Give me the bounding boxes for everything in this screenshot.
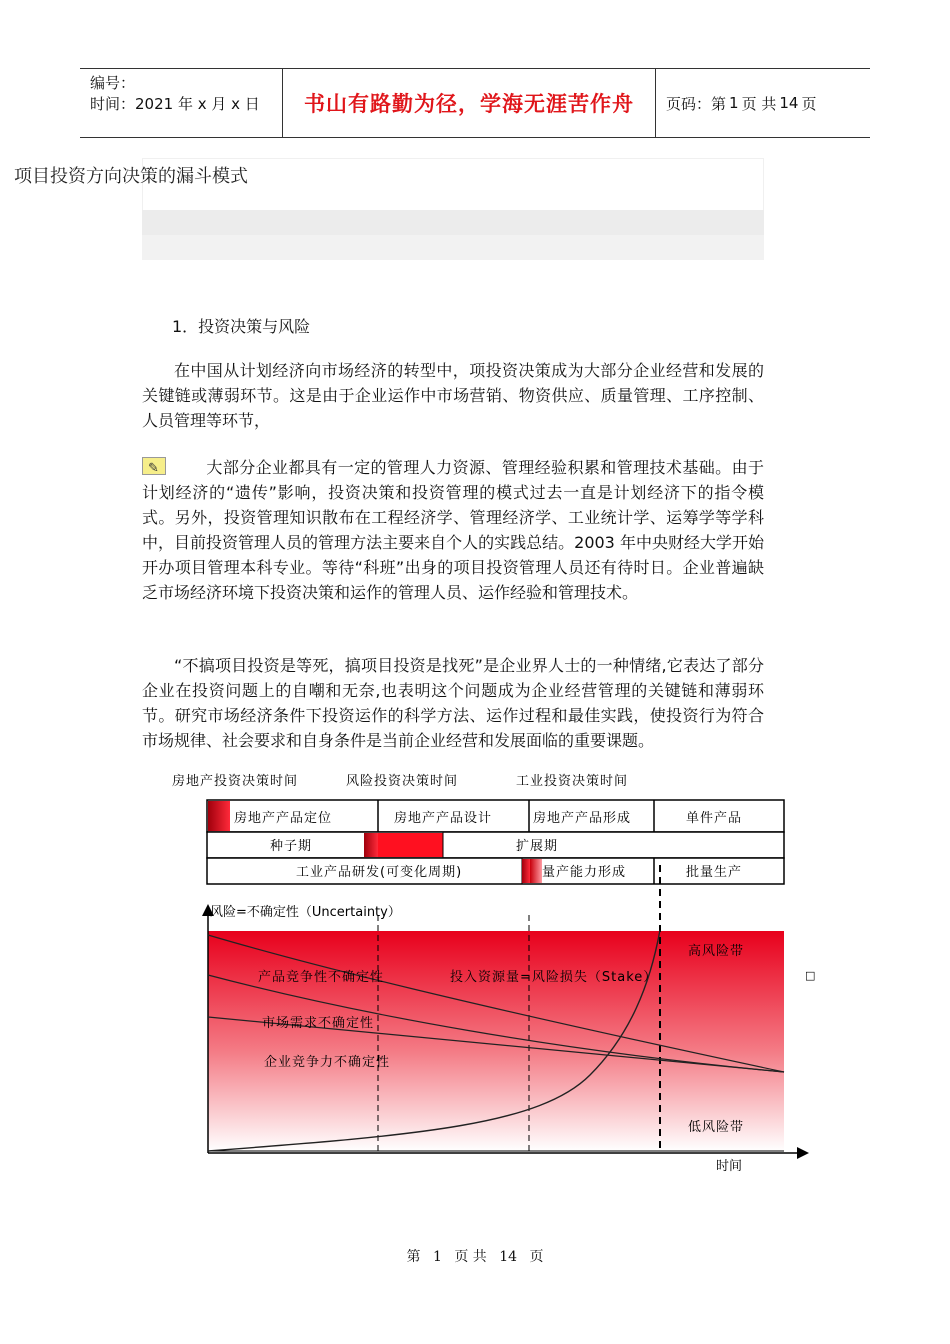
footer-total: 14 <box>499 1249 518 1265</box>
curve-label: 市场需求不确定性 <box>262 1016 375 1031</box>
paragraph-1: 在中国从计划经济向市场经济的转型中，项投资决策成为大部分企业经营和发展的关键链或薄弱环节。这是由于企业运作中市场营销、物资供应、质量管理、工序控制、人员管理等环节， <box>142 361 764 430</box>
row2-red-marker <box>364 833 378 857</box>
row3-cell: 量产能力形成 <box>542 865 627 880</box>
footer-suffix: 页 <box>529 1249 544 1265</box>
page-header <box>80 68 870 138</box>
header-motto-cell <box>282 69 656 137</box>
row3-cell: 工业产品研发(可变化周期) <box>296 865 463 880</box>
page-footer <box>0 1246 950 1266</box>
low-risk-label: 低风险带 <box>688 1120 745 1135</box>
row1-cell: 房地产产品定位 <box>234 811 333 826</box>
document-number-label: 编号： <box>90 74 136 92</box>
row2-cell: 种子期 <box>270 839 313 854</box>
header-meta <box>80 69 282 137</box>
footer-mid: 页 共 <box>454 1249 487 1265</box>
document-date-label: 时间：2021 年 x 月 x 日 <box>90 95 260 113</box>
row1-red-marker <box>208 801 230 831</box>
figure-svg <box>160 765 820 1185</box>
row2-red-block <box>378 833 443 857</box>
label-venture-decision-time: 风险投资决策时间 <box>346 774 459 789</box>
page-total: 14 <box>779 94 799 112</box>
label-industrial-decision-time: 工业投资决策时间 <box>516 774 629 789</box>
footer-prefix: 第 <box>406 1249 421 1265</box>
document-title: 项目投资方向决策的漏斗模式 <box>14 166 248 187</box>
row3-red-marker <box>522 859 530 883</box>
curve-label: 企业竞争力不确定性 <box>264 1055 391 1070</box>
note-icon[interactable] <box>142 457 166 475</box>
footer-current: 1 <box>432 1249 442 1265</box>
row1-cell: 房地产产品形成 <box>533 811 632 826</box>
row3-cell: 批量生产 <box>686 865 743 880</box>
y-axis-label: 风险=不确定性（Uncertainty） <box>210 905 401 920</box>
gray-band <box>142 235 764 260</box>
curve-label: 产品竞争性不确定性 <box>258 970 385 985</box>
row1-cell: 单件产品 <box>686 811 743 826</box>
stray-mark: □ <box>805 969 816 982</box>
page-mid: 页 共 <box>741 94 777 113</box>
row2-cell: 扩展期 <box>516 839 559 854</box>
page-prefix: 页码：第 <box>666 94 727 113</box>
paragraph-2 <box>142 455 764 605</box>
gray-band <box>142 210 764 235</box>
page-suffix: 页 <box>801 94 817 113</box>
motto: 书山有路勤为径，学海无涯苦作舟 <box>304 92 634 116</box>
page-current: 1 <box>729 94 739 112</box>
paragraph-3: “不搞项目投资是等死，搞项目投资是找死”是企业界人士的一种情绪,它表达了部分企业在投资问题上的自嘲和无奈,也表明这个问题成为企业经营管理的关键链和薄弱环节。研究市场经济条件下投资运作的科学方法、运作过程和最佳实践，使投资行为符合市场规律、社会要求和自身条件是当前企业经营和发展面临的重要课题。 <box>142 656 764 750</box>
x-axis-label: 时间 <box>716 1159 743 1174</box>
risk-funnel-figure <box>160 765 820 1185</box>
label-realestate-decision-time: 房地产投资决策时间 <box>172 774 299 789</box>
section-heading: 1．投资决策与风险 <box>172 317 311 336</box>
paragraph-2-text: 大部分企业都具有一定的管理人力资源、管理经验积累和管理技术基础。由于计划经济的“遗传”影响，投资决策和投资管理的模式过去一直是计划经济下的指令模式。另外，投资管理知识散布在工程经济学、管理经济学、工业统计学、运筹学等学科中，目前投资管理人员的管理方法主要来自个人的实践总结。2003 年中央财经大学开始开办项目管理本科专业。等待“科班”出身的项目投资管理人员还有待时日。企业普遍缺乏市场经济环境下投资决策和运作的管理人员、运作经验和管理技术。 <box>142 458 764 602</box>
header-page-info <box>656 69 870 137</box>
row1-cell: 房地产产品设计 <box>394 811 493 826</box>
high-risk-label: 高风险带 <box>688 944 745 959</box>
curve-label: 投入资源量=风险损失（Stake） <box>450 970 658 985</box>
row3-pink-marker <box>530 859 542 883</box>
